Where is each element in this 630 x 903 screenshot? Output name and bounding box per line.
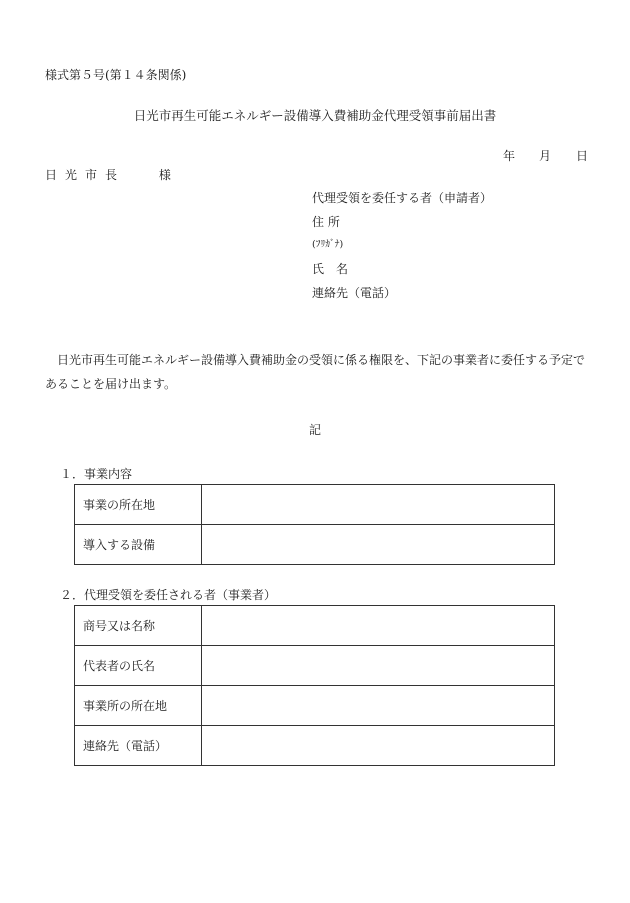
record-label: 記: [308, 423, 321, 437]
row-label: 連絡先（電話）: [75, 726, 202, 766]
row-label: 事業所の所在地: [75, 686, 202, 726]
applicant-furigana-label: (ﾌﾘｶﾞﾅ): [312, 239, 344, 250]
form-number: 様式第５号(第１４条関係): [45, 68, 187, 82]
equipment-field[interactable]: [202, 525, 555, 565]
applicant-contact-label: 連絡先（電話）: [312, 286, 397, 300]
row-label: 商号又は名称: [75, 606, 202, 646]
representative-name-field[interactable]: [202, 646, 555, 686]
company-name-field[interactable]: [202, 606, 555, 646]
addressee-honorific: 様: [158, 168, 171, 182]
table-row: [75, 646, 555, 686]
body-text: 日光市再生可能エネルギー設備導入費補助金の受領に係る権限を、下記の事業者に委任する予定であることを届け出ます。: [45, 353, 586, 391]
table-row: [75, 525, 555, 565]
row-label: 導入する設備: [75, 525, 202, 565]
applicant-name-label: 氏 名: [312, 262, 349, 276]
delegate-contact-field[interactable]: [202, 726, 555, 766]
office-location-field[interactable]: [202, 686, 555, 726]
date-month-label: 月: [539, 149, 552, 163]
section-2-title: ２．代理受領を委任される者（事業者）: [60, 588, 277, 602]
table-row: [75, 686, 555, 726]
row-label: 代表者の氏名: [75, 646, 202, 686]
section-1-title: １．事業内容: [60, 467, 133, 481]
delegate-table: [74, 605, 555, 766]
date-year-label: 年: [503, 149, 516, 163]
applicant-address-label: 住 所: [312, 215, 340, 229]
row-label: 事業の所在地: [75, 485, 202, 525]
addressee-mayor: 日 光 市 長: [45, 168, 118, 182]
date-day-label: 日: [576, 149, 589, 163]
table-row: [75, 726, 555, 766]
business-content-table: [74, 484, 555, 565]
table-row: [75, 485, 555, 525]
table-row: [75, 606, 555, 646]
addressee: [45, 169, 171, 181]
business-location-field[interactable]: [202, 485, 555, 525]
applicant-heading: 代理受領を委任する者（申請者）: [312, 191, 493, 205]
document-title: 日光市再生可能エネルギー設備導入費補助金代理受領事前届出書: [133, 108, 497, 123]
